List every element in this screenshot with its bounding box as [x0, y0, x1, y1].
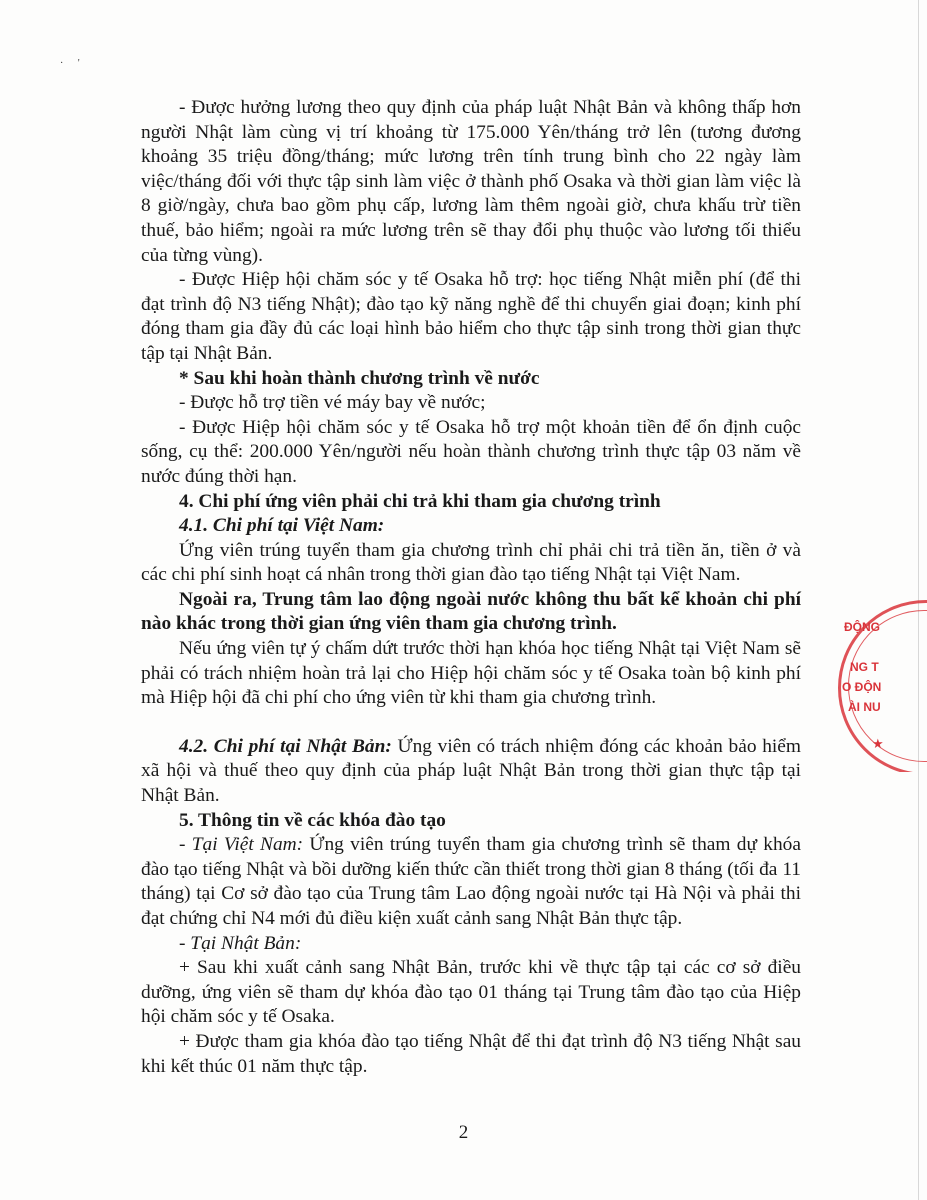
page-number: 2	[458, 1122, 469, 1143]
heading-after-program: * Sau khi hoàn thành chương trình về nước	[179, 367, 540, 389]
paragraph-airfare: - Được hỗ trợ tiền vé máy bay về nước;	[179, 392, 486, 414]
heading-section-5: 5. Thông tin về các khóa đào tạo	[179, 809, 446, 831]
red-seal-stamp	[838, 600, 927, 772]
paragraph-termination: Nếu ứng viên tự ý chấm dứt trước thời hạn khóa học tiếng Nhật tại Việt Nam sẽ phải có trách nhiệm hoàn trả lại cho Hiệp hội chăm sóc y tế Osaka toàn bộ kinh phí mà Hiệp hội đã chi phí cho ứng viên từ khi tham gia chương trình.	[141, 638, 801, 709]
paragraph-costs-vn: Ứng viên trúng tuyển tham gia chương trình chỉ phải chi trả tiền ăn, tiền ở và các chi phí sinh hoạt cá nhân trong thời gian đào tạo tiếng Nhật tại Việt Nam.	[141, 539, 801, 586]
scan-specks: · '	[60, 58, 86, 69]
paragraph-no-other-fees: Ngoài ra, Trung tâm lao động ngoài nước không thu bất kể khoản chi phí nào khác trong thời gian ứng viên tham gia chương trình.	[141, 588, 801, 635]
paragraph-salary: - Được hưởng lương theo quy định của pháp luật Nhật Bản và không thấp hơn người Nhật làm cùng vị trí khoảng từ 175.000 Yên/tháng trở lên (tương đương khoảng 35 triệu đồng/tháng; mức lương trên tính trung bình cho 22 ngày làm việc/tháng đối với thực tập sinh làm việc ở thành phố Osaka và thời gian làm việc là 8 giờ/ngày, chưa bao gồm phụ cấp, lương làm thêm ngoài giờ, chưa khấu trừ tiền thuế, bảo hiểm; ngoài ra mức lương trên sẽ thay đổi phụ thuộc vào lương tối thiểu của từng vùng).	[141, 97, 801, 266]
heading-section-4: 4. Chi phí ứng viên phải chi trả khi tham gia chương trình	[179, 490, 661, 512]
paragraph-settlement: - Được Hiệp hội chăm sóc y tế Osaka hỗ trợ một khoản tiền để ổn định cuộc sống, cụ thể: 200.000 Yên/người nếu hoàn thành chương trình thực tập 03 năm về nước đúng thời hạn.	[141, 416, 801, 487]
stamp-text-2: NG T	[850, 660, 879, 674]
training-vn-text: Ứng viên trúng tuyển tham gia chương trình sẽ tham dự khóa đào tạo tiếng Nhật và bồi dưỡng kiến thức cần thiết trong thời gian 8 tháng (tối đa 11 tháng) tại Cơ sở đào tạo của Trung tâm Lao động ngoài nước tại Hà Nội và phải thi đạt chứng chỉ N4 mới đủ điều kiện xuất cảnh sang Nhật Bản thực tập.	[141, 834, 801, 929]
heading-section-4-1: 4.1. Chi phí tại Việt Nam:	[179, 515, 385, 537]
paragraph-training-vn	[141, 833, 801, 931]
document-body	[141, 96, 801, 1079]
paragraph-training-japan-1: + Sau khi xuất cảnh sang Nhật Bản, trước khi về thực tập tại các cơ sở điều dưỡng, ứng viên sẽ tham dự khóa đào tạo 01 tháng tại Trung tâm đào tạo của Hiệp hội chăm sóc y tế Osaka.	[141, 957, 801, 1028]
paragraph-training-japan-2: + Được tham gia khóa đào tạo tiếng Nhật để thi đạt trình độ N3 tiếng Nhật sau khi kết thúc 01 năm thực tập.	[141, 1030, 801, 1077]
stamp-star-icon: ★	[872, 736, 884, 751]
heading-section-4-2: 4.2. Chi phí tại Nhật Bản:	[179, 735, 392, 757]
label-in-japan: - Tại Nhật Bản:	[179, 932, 302, 954]
stamp-text-4: ÀI NU	[848, 700, 881, 714]
paragraph-support: - Được Hiệp hội chăm sóc y tế Osaka hỗ trợ: học tiếng Nhật miễn phí (để thi đạt trình độ N3 tiếng Nhật); đào tạo kỹ năng nghề để thi chuyển giai đoạn; kinh phí đóng tham gia đầy đủ các loại hình bảo hiểm cho thực tập sinh trong thời gian thực tập tại Nhật Bản.	[141, 269, 801, 364]
paragraph-costs-japan	[141, 735, 801, 809]
stamp-text-3: O ĐỘN	[842, 680, 882, 694]
costs-japan-text: Ứng viên có trách nhiệm đóng các khoản bảo hiểm xã hội và thuế theo quy định của pháp luật Nhật Bản trong thời gian thực tập tại Nhật Bản.	[141, 735, 801, 807]
stamp-text-1: ĐỘNG	[844, 620, 880, 634]
label-in-vietnam: - Tại Việt Nam:	[179, 834, 304, 856]
